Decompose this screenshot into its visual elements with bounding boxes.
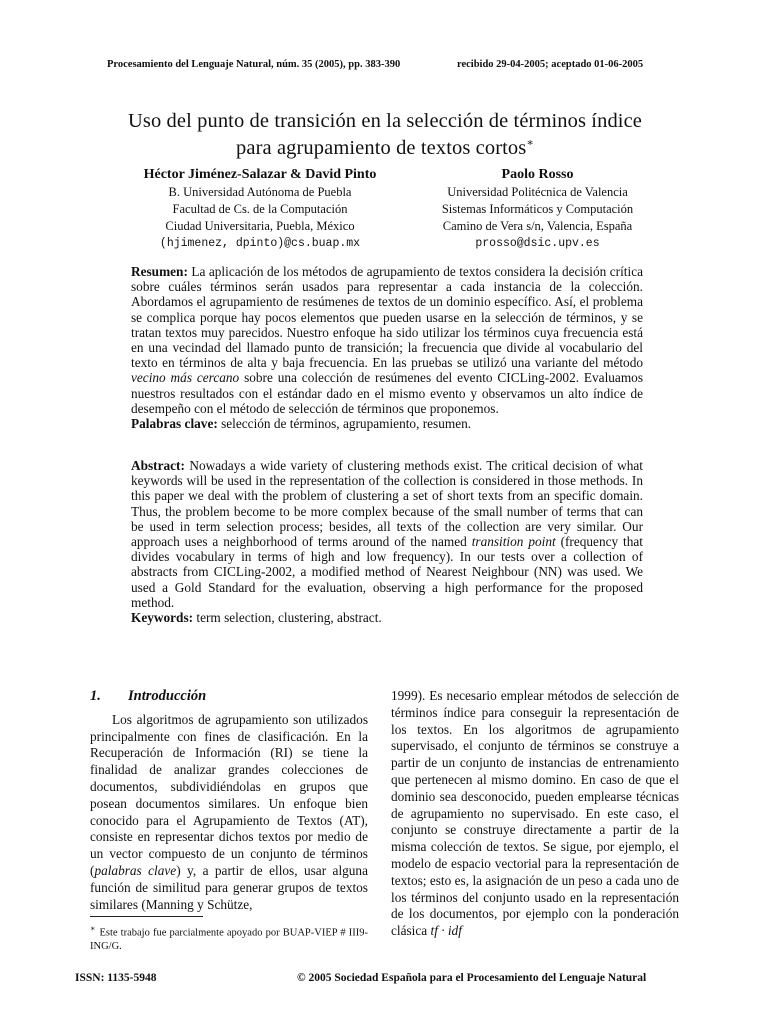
footnote-mark: ∗ bbox=[90, 924, 96, 933]
title-line-1: Uso del punto de transición en la selección de términos índice bbox=[128, 110, 642, 132]
title-footnote-mark: ∗ bbox=[526, 137, 534, 149]
keywords: Keywords: term selection, clustering, abstract. bbox=[131, 610, 382, 626]
author-block-1 bbox=[105, 166, 415, 252]
author-email: (hjimenez, dpinto)@cs.buap.mx bbox=[159, 237, 361, 250]
body-column-right bbox=[391, 688, 679, 940]
intro-paragraph-continued: 1999). Es necesario emplear métodos de selección de términos índice para conseguir la representación de los textos. En los algoritmos de agrupamiento supervisado, el conjunto de términos se construye a partir de un conjunto de instancias de entrenamiento que pertenecen al mismo domino. En caso de que el dominio sea desconocido, pueden emplearse técnicas de agrupamiento no supervisado. En este caso, el conjunto se construye directamente a partir de la misma colección de textos. Se sigue, por ejemplo, el modelo de espacio vectorial para la representación de textos; esto es, la asignación de un peso a cada uno de los términos del conjunto usado en la representación de los documentos, por ejemplo con la ponderación clásica tf · idf bbox=[391, 688, 679, 939]
footnote-rule bbox=[90, 916, 203, 917]
affiliation-line: Sistemas Informáticos y Computación bbox=[441, 202, 634, 216]
author-name: Héctor Jiménez-Salazar & David Pinto bbox=[143, 167, 377, 182]
affiliation-line: Camino de Vera s/n, Valencia, España bbox=[442, 219, 633, 233]
affiliation-line: Facultad de Cs. de la Computación bbox=[172, 202, 348, 216]
section-title: Introducción bbox=[128, 688, 207, 704]
abstract-block bbox=[131, 458, 643, 625]
title-line-2: para agrupamiento de textos cortos∗ bbox=[236, 136, 534, 159]
author-name: Paolo Rosso bbox=[501, 167, 574, 182]
abstract-label: Abstract: bbox=[131, 458, 185, 473]
copyright: © 2005 Sociedad Española para el Procesamiento del Lenguaje Natural bbox=[297, 972, 647, 984]
author-email: prosso@dsic.upv.es bbox=[475, 237, 600, 250]
affiliation-line: Universidad Politécnica de Valencia bbox=[447, 185, 628, 199]
received-dates: recibido 29-04-2005; aceptado 01-06-2005 bbox=[457, 59, 644, 70]
author-block-2 bbox=[395, 166, 680, 252]
intro-paragraph: Los algoritmos de agrupamiento son utilizados principalmente con fines de clasificación. En la Recuperación de Información (RI) se tiene la finalidad de analizar grandes colecciones de documentos, subdividiéndolas en grupos que posean documentos similares. Un enfoque bien conocido para el Agrupamiento de Textos (AT), consiste en representar dichos textos por medio de un vector compuesto de un conjunto de términos (palabras clave) y, a partir de ellos, usar alguna función de similitud para generar grupos de textos similares (Manning y Schütze, bbox=[90, 711, 368, 912]
abstract-paragraph: Abstract: Nowadays a wide variety of clustering methods exist. The critical decision of what keywords will be used in the representation of the collection is considered in those methods. In this paper we deal with the problem of clustering a set of short texts from an specific domain. Thus, the problem become to be more complex because of the small number of terms that can be used in term selection process; besides, all texts of the collection are very similar. Our approach uses a neighborhood of terms around of the named transition point (frequency that divides vocabulary in terms of high and low frequency). In our tests over a collection of abstracts from CICLing-2002, a modified method of Nearest Neighbour (NN) was used. We used a Gold Standard for the evaluation, observing a high performance for the proposed method. bbox=[131, 458, 643, 610]
issn: ISSN: 1135-5948 bbox=[75, 972, 157, 984]
body-column-left bbox=[90, 688, 368, 913]
affiliation-line: Ciudad Universitaria, Puebla, México bbox=[165, 219, 355, 233]
journal-citation: Procesamiento del Lenguaje Natural, núm. 35 (2005), pp. 383-390 bbox=[107, 59, 401, 70]
footnote: ∗ Este trabajo fue parcialmente apoyado por BUAP-VIEP # III9-ING/G. bbox=[90, 924, 368, 952]
section-heading bbox=[90, 688, 368, 705]
affiliation-line: B. Universidad Autónoma de Puebla bbox=[168, 185, 352, 199]
paper-title bbox=[60, 110, 710, 159]
resumen-block bbox=[131, 264, 643, 431]
resumen-paragraph: Resumen: La aplicación de los métodos de agrupamiento de textos considera la decisión crítica sobre cuáles términos serán usados para representar a cada instancia de la colección. Abordamos el agrupamiento de resúmenes de textos de un dominio específico. Así, el problema se complica porque hay pocos elementos que pueden usarse en la selección de términos, y se tratan textos muy parecidos. Nuestro enfoque ha sido utilizar los términos cuya frecuencia está en una vecindad del llamado punto de transición; la frecuencia que divide al vocabulario del texto en términos de alta y baja frecuencia. En las pruebas se utilizó una variante del método vecino más cercano sobre una colección de resúmenes del evento CICLing-2002. Evaluamos nuestros resultados con el estándar dado en el mismo evento y observamos un alto índice de desempeño con el método de selección de términos que proponemos. bbox=[131, 264, 643, 416]
palabras-clave: Palabras clave: selección de términos, agrupamiento, resumen. bbox=[131, 416, 472, 432]
resumen-label: Resumen: bbox=[131, 264, 188, 279]
section-number: 1. bbox=[90, 688, 101, 704]
